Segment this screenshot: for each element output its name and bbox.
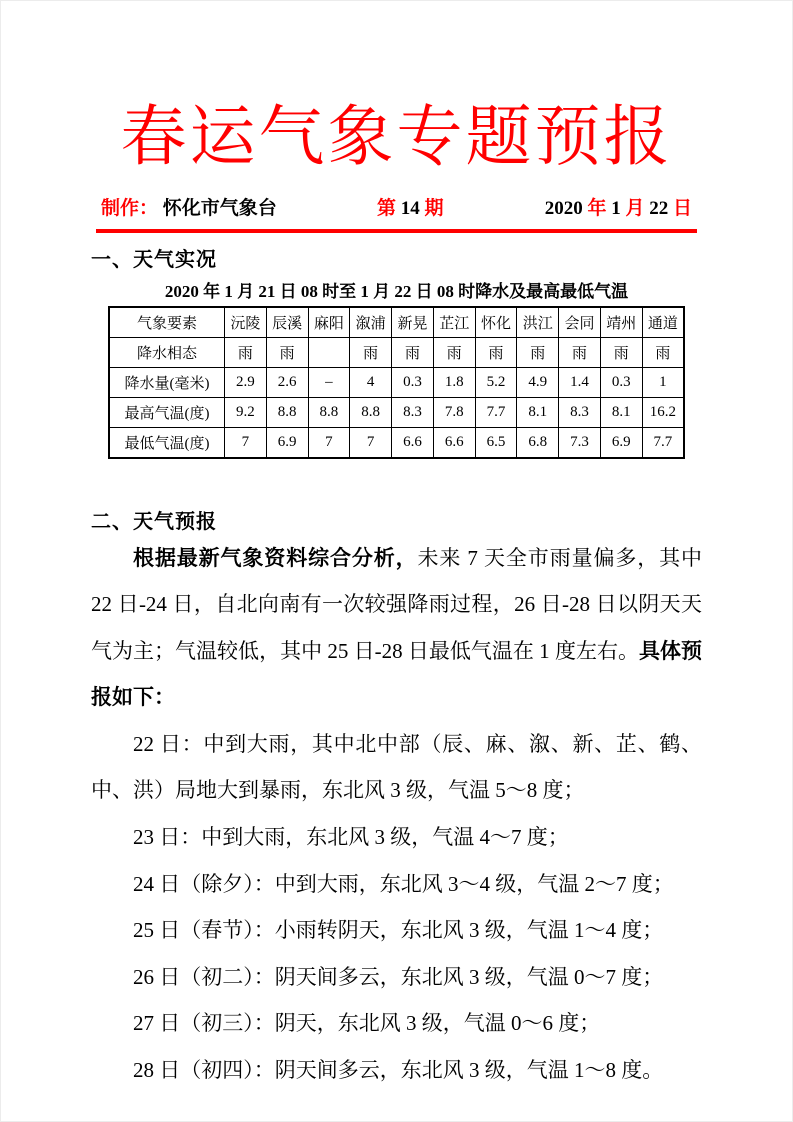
date-day-unit: 日	[672, 197, 692, 219]
forecast-summary-paragraph	[91, 535, 702, 721]
forecast-day-line: 25 日（春节）：小雨转阴天，东北风 3 级，气温 1～4 度；	[133, 918, 664, 943]
table-cell: 7	[350, 427, 392, 458]
table-cell: 2.9	[225, 367, 267, 397]
weather-observation-table	[108, 306, 685, 459]
table-cell: 6.8	[517, 427, 559, 458]
forecast-day-line: 23 日：中到大雨，东北风 3 级，气温 4～7 度；	[133, 825, 569, 850]
table-header-cell: 会同	[559, 307, 601, 338]
table-row	[109, 397, 684, 427]
table-cell: 6.9	[600, 427, 642, 458]
table-cell: 降水量(毫米)	[109, 367, 225, 397]
table-header-cell: 麻阳	[308, 307, 350, 338]
table-header-cell: 溆浦	[350, 307, 392, 338]
forecast-day-line: 24 日（除夕）：中到大雨，东北风 3～4 级，气温 2～7 度；	[133, 871, 674, 896]
forecast-section	[91, 509, 702, 1094]
table-cell: 0.3	[392, 367, 434, 397]
table-cell: 8.8	[266, 397, 308, 427]
table-cell: –	[308, 367, 350, 397]
table-cell: 6.6	[433, 427, 475, 458]
maker-value: 怀化市气象台	[162, 197, 277, 219]
table-cell: 8.1	[600, 397, 642, 427]
table-cell: 0.3	[600, 367, 642, 397]
table-cell: 8.3	[392, 397, 434, 427]
table-cell: 8.3	[559, 397, 601, 427]
table-cell: 16.2	[642, 397, 684, 427]
table-cell: 雨	[517, 337, 559, 367]
table-row	[109, 367, 684, 397]
forecast-day-list	[91, 721, 702, 1094]
table-cell: 6.9	[266, 427, 308, 458]
table-cell: 雨	[559, 337, 601, 367]
table-cell: 雨	[225, 337, 267, 367]
table-cell: 雨	[475, 337, 517, 367]
table-cell: 8.8	[350, 397, 392, 427]
table-row	[109, 427, 684, 458]
issue-number: 14	[400, 197, 425, 219]
date-day: 22	[649, 197, 669, 219]
maker-block	[101, 198, 277, 219]
table-header-row	[109, 307, 684, 338]
table-cell: 8.8	[308, 397, 350, 427]
date-block	[545, 196, 692, 222]
section-actual-heading: 一、天气实况	[91, 248, 217, 271]
summary-body: 未来 7 天全市雨量偏多，其中 22 日-24 日，自北向南有一次较强降雨过程，26 日-28 日以阴天天气为主；气温较低，其中 25 日-28 日最低气温在 1 度左右。	[91, 545, 702, 663]
table-header-cell: 通道	[642, 307, 684, 338]
table-cell: 降水相态	[109, 337, 225, 367]
summary-bold-tail: 具体预报如下：	[91, 638, 703, 710]
table-cell: 7	[308, 427, 350, 458]
forecast-day-line: 22 日：中到大雨，其中北中部（辰、麻、溆、新、芷、鹤、中、洪）局地大到暴雨，东北风 3 级，气温 5～8 度；	[91, 731, 702, 803]
table-cell: 5.2	[475, 367, 517, 397]
table-cell: 6.6	[392, 427, 434, 458]
table-cell: 6.5	[475, 427, 517, 458]
forecast-day-line: 28 日（初四）：阴天间多云，东北风 3 级，气温 1～8 度。	[133, 1058, 664, 1083]
section-forecast-heading: 二、天气预报	[91, 510, 217, 533]
table-cell: 1.8	[433, 367, 475, 397]
table-cell: 雨	[350, 337, 392, 367]
issue-suffix: 期	[424, 197, 444, 219]
table-header-cell: 新晃	[392, 307, 434, 338]
issue-block	[377, 196, 444, 222]
forecast-day-line: 27 日（初三）：阴天，东北风 3 级，气温 0～6 度；	[133, 1011, 601, 1036]
table-cell: 7.7	[642, 427, 684, 458]
table-cell: 雨	[266, 337, 308, 367]
table-header-cell: 怀化	[475, 307, 517, 338]
table-header-cell: 气象要素	[109, 307, 225, 338]
table-cell: 8.1	[517, 397, 559, 427]
date-month: 1	[611, 197, 621, 219]
summary-bold-lead: 根据最新气象资料综合分析，	[133, 545, 418, 570]
issue-prefix: 第	[377, 197, 397, 219]
red-divider	[96, 229, 697, 233]
observation-table-title: 2020 年 1 月 21 日 08 时至 1 月 22 日 08 时降水及最高最低气温	[164, 281, 629, 301]
date-month-unit: 月	[625, 197, 650, 219]
table-cell: 1	[642, 367, 684, 397]
table-cell: 最低气温(度)	[109, 427, 225, 458]
masthead	[101, 196, 692, 222]
table-cell: 7	[225, 427, 267, 458]
table-cell: 雨	[642, 337, 684, 367]
date-year-unit: 年	[587, 197, 612, 219]
table-cell: 7.7	[475, 397, 517, 427]
table-header-cell: 芷江	[433, 307, 475, 338]
table-cell: 雨	[392, 337, 434, 367]
table-cell: 7.8	[433, 397, 475, 427]
table-cell: 7.3	[559, 427, 601, 458]
table-header-cell: 辰溪	[266, 307, 308, 338]
maker-label: 制作：	[101, 197, 159, 219]
table-cell: 2.6	[266, 367, 308, 397]
table-cell: 9.2	[225, 397, 267, 427]
table-header-cell: 靖州	[600, 307, 642, 338]
table-cell	[308, 337, 350, 367]
forecast-day-line: 26 日（初二）：阴天间多云，东北风 3 级，气温 0～7 度；	[133, 964, 664, 989]
table-cell: 雨	[600, 337, 642, 367]
document-title: 春运气象专题预报	[120, 101, 673, 174]
table-cell: 最高气温(度)	[109, 397, 225, 427]
table-header-cell: 沅陵	[225, 307, 267, 338]
table-cell: 4	[350, 367, 392, 397]
table-cell: 雨	[433, 337, 475, 367]
table-cell: 4.9	[517, 367, 559, 397]
table-cell: 1.4	[559, 367, 601, 397]
table-header-cell: 洪江	[517, 307, 559, 338]
table-row	[109, 337, 684, 367]
date-year: 2020	[544, 197, 583, 219]
